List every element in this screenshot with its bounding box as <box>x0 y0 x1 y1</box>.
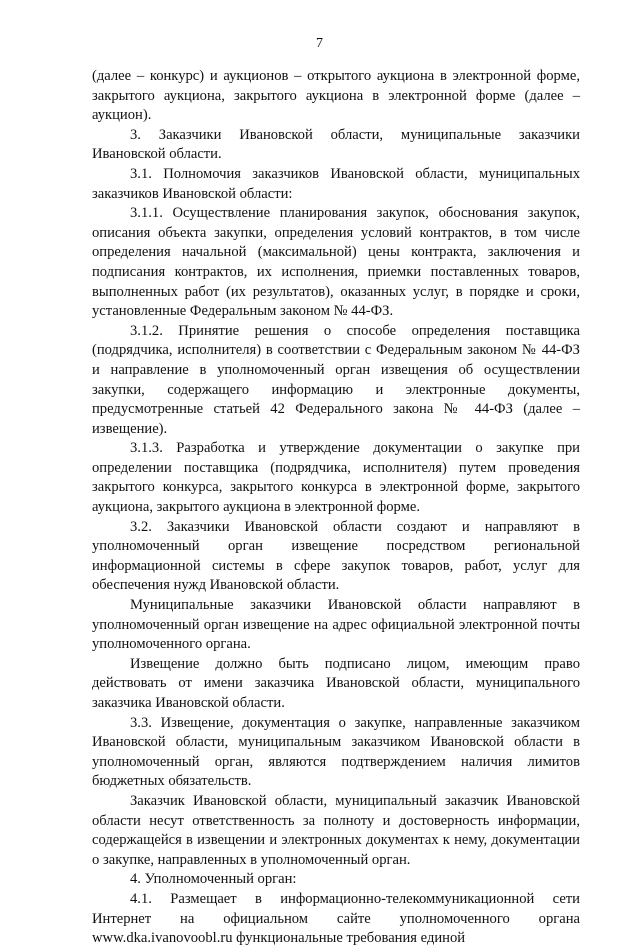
paragraph-3-3: 3.3. Извещение, документация о закупке, направленные заказчиком Ивановской области, муниципальным заказчиком Ивановской области в уполномоченный орган, являются подтверждением наличия лимитов бюджетных обязательств. <box>92 714 580 790</box>
paragraph-responsibility: Заказчик Ивановской области, муниципальный заказчик Ивановской области несут ответственность за полноту и достоверность информации, содержащейся в извещении и электронных документах к нему, документации о закупке, направленных в уполномоченный орган. <box>92 792 580 868</box>
paragraph-notice-signature: Извещение должно быть подписано лицом, имеющим право действовать от имени заказчика Ивановской области, муниципального заказчика Ивановской области. <box>92 655 580 711</box>
paragraph-section-4: 4. Уполномоченный орган: <box>130 871 297 888</box>
paragraph-3-1-2: 3.1.2. Принятие решения о способе определения поставщика (подрядчика, исполнителя) в соответствии с Федеральным законом № 44-ФЗ и направление в уполномоченный орган извещения об осуществлении закупки, содержащего информацию и электронные документы, предусмотренные статьей 42 Федерального закона № 44-ФЗ (далее – извещение). <box>92 322 580 437</box>
paragraph-section-3: 3. Заказчики Ивановской области, муниципальные заказчики Ивановской области. <box>92 126 580 163</box>
paragraph-3-1-1: 3.1.1. Осуществление планирования закупок, обоснования закупок, описания объекта закупки, определения условий контрактов, в том числе определения начальной (максимальной) цены контракта, заключения и подписания контрактов, их исполнения, приемки поставленных товаров, выполненных работ (их результатов), оказанных услуг, в порядке и сроки, установленные Федеральным законом № 44-ФЗ. <box>92 205 580 320</box>
paragraph-3-1: 3.1. Полномочия заказчиков Ивановской области, муниципальных заказчиков Ивановской области: <box>92 165 580 202</box>
paragraph-3-2: 3.2. Заказчики Ивановской области создают и направляют в уполномоченный орган извещение посредством региональной информационной системы в сфере закупок товаров, работ, услуг для обеспечения нужд Ивановской области. <box>92 518 580 594</box>
paragraph-continuation: (далее – конкурс) и аукционов – открытого аукциона в электронной форме, закрытого аукциона, закрытого аукциона в электронной форме (далее – аукцион). <box>92 68 580 124</box>
paragraph-municipal-customers: Муниципальные заказчики Ивановской области направляют в уполномоченный орган извещение на адрес официальной электронной почты уполномоченного органа. <box>92 597 580 653</box>
document-body <box>92 67 580 949</box>
paragraph-3-1-3: 3.1.3. Разработка и утверждение документации о закупке при определении поставщика (подрядчика, исполнителя) путем проведения закрытого конкурса, закрытого конкурса в электронной форме, закрытого аукциона, закрытого аукциона в электронной форме. <box>92 440 580 516</box>
paragraph-4-1: 4.1. Размещает в информационно-телекоммуникационной сети Интернет на официальном сайте уполномоченного органа www.dka.ivanovoobl.ru функциональные требования единой <box>92 890 580 947</box>
page-number: 7 <box>316 36 323 51</box>
